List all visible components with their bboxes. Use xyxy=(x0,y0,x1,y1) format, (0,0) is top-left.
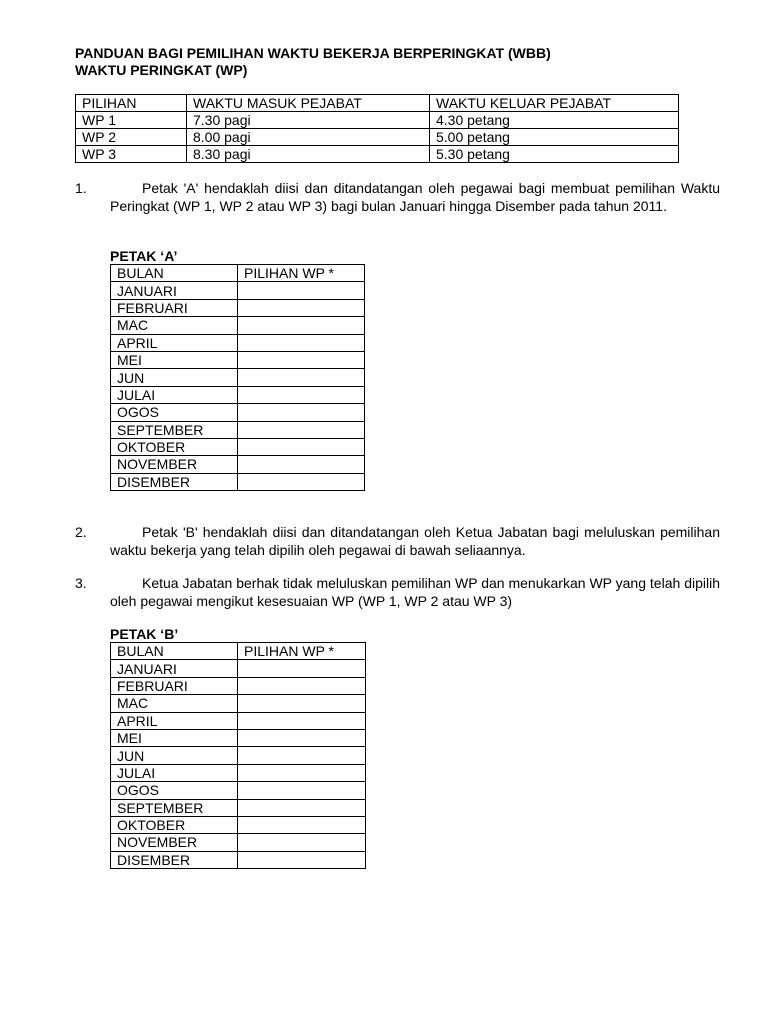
column-header: WAKTU KELUAR PEJABAT xyxy=(430,95,679,112)
month-cell: MEI xyxy=(111,729,238,746)
table-row xyxy=(111,299,365,316)
wp-choice-cell[interactable] xyxy=(238,282,365,299)
table-header-row xyxy=(111,643,366,660)
table-row xyxy=(111,782,366,799)
month-cell: APRIL xyxy=(111,712,238,729)
petak-a-label: PETAK ‘A’ xyxy=(110,248,178,264)
wp-choice-cell[interactable] xyxy=(238,456,365,473)
table-row xyxy=(111,816,366,833)
table-row xyxy=(111,282,365,299)
table-header-row xyxy=(76,95,679,112)
table-cell: WP 1 xyxy=(76,112,187,129)
petak-b-table xyxy=(110,642,366,869)
month-cell: JULAI xyxy=(111,386,238,403)
month-cell: JULAI xyxy=(111,764,238,781)
table-row xyxy=(111,764,366,781)
instruction-text: Petak 'B' hendaklah diisi dan ditandatangan oleh Ketua Jabatan bagi meluluskan pemilihan waktu bekerja yang telah dipilih oleh pegawai di bawah seliaannya. xyxy=(110,524,720,558)
wp-choice-cell[interactable] xyxy=(238,334,365,351)
table-cell: 4.30 petang xyxy=(430,112,679,129)
wp-choice-cell[interactable] xyxy=(238,782,366,799)
instruction-text: Ketua Jabatan berhak tidak meluluskan pemilihan WP dan menukarkan WP yang telah dipilih oleh pegawai mengikut kesesuaian WP (WP 1, WP 2 atau WP 3) xyxy=(110,575,720,609)
month-cell: OKTOBER xyxy=(111,816,238,833)
wp-choice-cell[interactable] xyxy=(238,816,366,833)
table-row xyxy=(111,334,365,351)
instruction-paragraph xyxy=(110,524,720,559)
month-cell: OGOS xyxy=(111,404,238,421)
wp-choice-cell[interactable] xyxy=(238,317,365,334)
table-row xyxy=(111,799,366,816)
item-number: 1. xyxy=(75,180,87,196)
wp-choice-cell[interactable] xyxy=(238,712,366,729)
wp-choice-cell[interactable] xyxy=(238,369,365,386)
table-row xyxy=(111,660,366,677)
table-cell: WP 2 xyxy=(76,129,187,146)
month-cell: SEPTEMBER xyxy=(111,799,238,816)
table-cell: 8.30 pagi xyxy=(187,146,430,163)
table-row xyxy=(111,351,365,368)
table-row xyxy=(111,317,365,334)
table-row xyxy=(111,712,366,729)
table-cell: 7.30 pagi xyxy=(187,112,430,129)
month-cell: NOVEMBER xyxy=(111,456,238,473)
document-title: PANDUAN BAGI PEMILIHAN WAKTU BEKERJA BERPERINGKAT (WBB) xyxy=(75,45,551,61)
table-row xyxy=(76,129,679,146)
column-header: BULAN xyxy=(111,265,238,282)
column-header: WAKTU MASUK PEJABAT xyxy=(187,95,430,112)
wp-choice-cell[interactable] xyxy=(238,473,365,490)
month-cell: MEI xyxy=(111,351,238,368)
wp-choice-cell[interactable] xyxy=(238,695,366,712)
month-cell: DISEMBER xyxy=(111,473,238,490)
column-header: BULAN xyxy=(111,643,238,660)
wp-choice-cell[interactable] xyxy=(238,747,366,764)
instruction-paragraph xyxy=(110,575,720,610)
month-cell: SEPTEMBER xyxy=(111,421,238,438)
table-row xyxy=(76,146,679,163)
month-cell: FEBRUARI xyxy=(111,677,238,694)
wp-choice-cell[interactable] xyxy=(238,799,366,816)
table-row xyxy=(111,747,366,764)
wp-choice-cell[interactable] xyxy=(238,764,366,781)
wp-choice-cell[interactable] xyxy=(238,404,365,421)
wp-choice-cell[interactable] xyxy=(238,351,365,368)
wp-choice-cell[interactable] xyxy=(238,729,366,746)
month-cell: MAC xyxy=(111,695,238,712)
table-row xyxy=(111,473,365,490)
wp-choice-cell[interactable] xyxy=(238,660,366,677)
wp-choice-cell[interactable] xyxy=(238,851,366,868)
table-cell: 5.00 petang xyxy=(430,129,679,146)
month-cell: FEBRUARI xyxy=(111,299,238,316)
petak-b-label: PETAK ‘B’ xyxy=(110,626,179,642)
table-row xyxy=(111,404,365,421)
column-header: PILIHAN WP * xyxy=(238,265,365,282)
item-number: 2. xyxy=(75,524,87,540)
table-row xyxy=(111,369,365,386)
table-header-row xyxy=(111,265,365,282)
table-cell: 5.30 petang xyxy=(430,146,679,163)
month-cell: JANUARI xyxy=(111,282,238,299)
wp-choice-cell[interactable] xyxy=(238,299,365,316)
month-cell: JUN xyxy=(111,369,238,386)
table-row xyxy=(111,677,366,694)
wp-choice-cell[interactable] xyxy=(238,834,366,851)
wp-choice-cell[interactable] xyxy=(238,386,365,403)
item-number: 3. xyxy=(75,575,87,591)
table-row xyxy=(76,112,679,129)
instruction-text: Petak 'A' hendaklah diisi dan ditandatangan oleh pegawai bagi membuat pemilihan Waktu Peringkat (WP 1, WP 2 atau WP 3) bagi bulan Januari hingga Disember pada tahun 2011. xyxy=(110,180,720,214)
table-row xyxy=(111,834,366,851)
month-cell: OGOS xyxy=(111,782,238,799)
month-cell: NOVEMBER xyxy=(111,834,238,851)
table-cell: WP 3 xyxy=(76,146,187,163)
table-row xyxy=(111,438,365,455)
wp-choice-cell[interactable] xyxy=(238,438,365,455)
table-row xyxy=(111,695,366,712)
month-cell: JUN xyxy=(111,747,238,764)
wp-choice-cell[interactable] xyxy=(238,421,365,438)
table-row xyxy=(111,729,366,746)
instruction-paragraph xyxy=(110,180,720,215)
table-row xyxy=(111,421,365,438)
table-row xyxy=(111,851,366,868)
petak-a-table xyxy=(110,264,365,491)
schedule-table xyxy=(75,94,679,163)
wp-choice-cell[interactable] xyxy=(238,677,366,694)
column-header: PILIHAN xyxy=(76,95,187,112)
table-row xyxy=(111,456,365,473)
month-cell: OKTOBER xyxy=(111,438,238,455)
document-subtitle: WAKTU PERINGKAT (WP) xyxy=(75,62,248,78)
table-cell: 8.00 pagi xyxy=(187,129,430,146)
month-cell: MAC xyxy=(111,317,238,334)
month-cell: APRIL xyxy=(111,334,238,351)
table-row xyxy=(111,386,365,403)
month-cell: JANUARI xyxy=(111,660,238,677)
month-cell: DISEMBER xyxy=(111,851,238,868)
column-header: PILIHAN WP * xyxy=(238,643,366,660)
